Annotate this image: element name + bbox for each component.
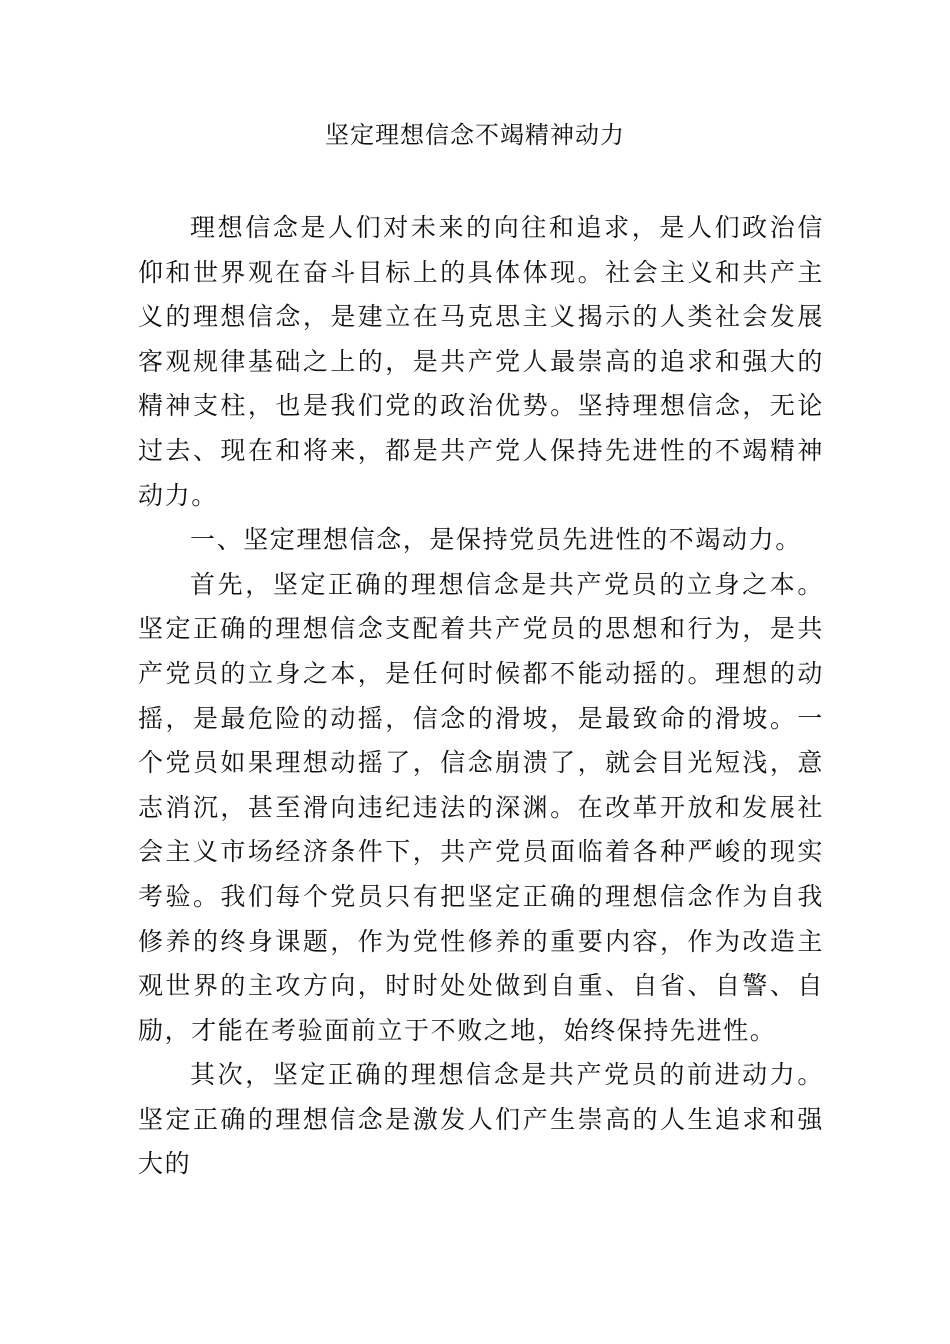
paragraph-intro: 理想信念是人们对未来的向往和追求，是人们政治信仰和世界观在奋斗目标上的具体体现。社会主义和共产主义的理想信念，是建立在马克思主义揭示的人类社会发展客观规律基础之上的，是共产党人最崇高的追求和强大的精神支柱，也是我们党的政治优势。坚持理想信念，无论过去、现在和将来，都是共产党人保持先进性的不竭精神动力。 xyxy=(138,213,824,510)
paragraph-first: 首先，坚定正确的理想信念是共产党员的立身之本。坚定正确的理想信念支配着共产党员的思想和行为，是共产党员的立身之本，是任何时候都不能动摇的。理想的动摇，是最危险的动摇，信念的滑坡，是最致命的滑坡。一个党员如果理想动摇了，信念崩溃了，就会目光短浅，意志消沉，甚至滑向违纪违法的深渊。在改革开放和发展社会主义市场经济条件下，共产党员面临着各种严峻的现实考验。我们每个党员只有把坚定正确的理想信念作为自我修养的终身课题，作为党性修养的重要内容，作为改造主观世界的主攻方向，时时处处做到自重、自省、自警、自励，才能在考验面前立于不败之地，始终保持先进性。 xyxy=(138,569,824,1045)
document-body xyxy=(138,206,824,1187)
paragraph-second: 其次，坚定正确的理想信念是共产党员的前进动力。坚定正确的理想信念是激发人们产生崇高的人生追求和强大的 xyxy=(138,1060,824,1179)
section-heading-1: 一、坚定理想信念，是保持党员先进性的不竭动力。 xyxy=(190,525,802,555)
document-title: 坚定理想信念不竭精神动力 xyxy=(325,121,625,149)
